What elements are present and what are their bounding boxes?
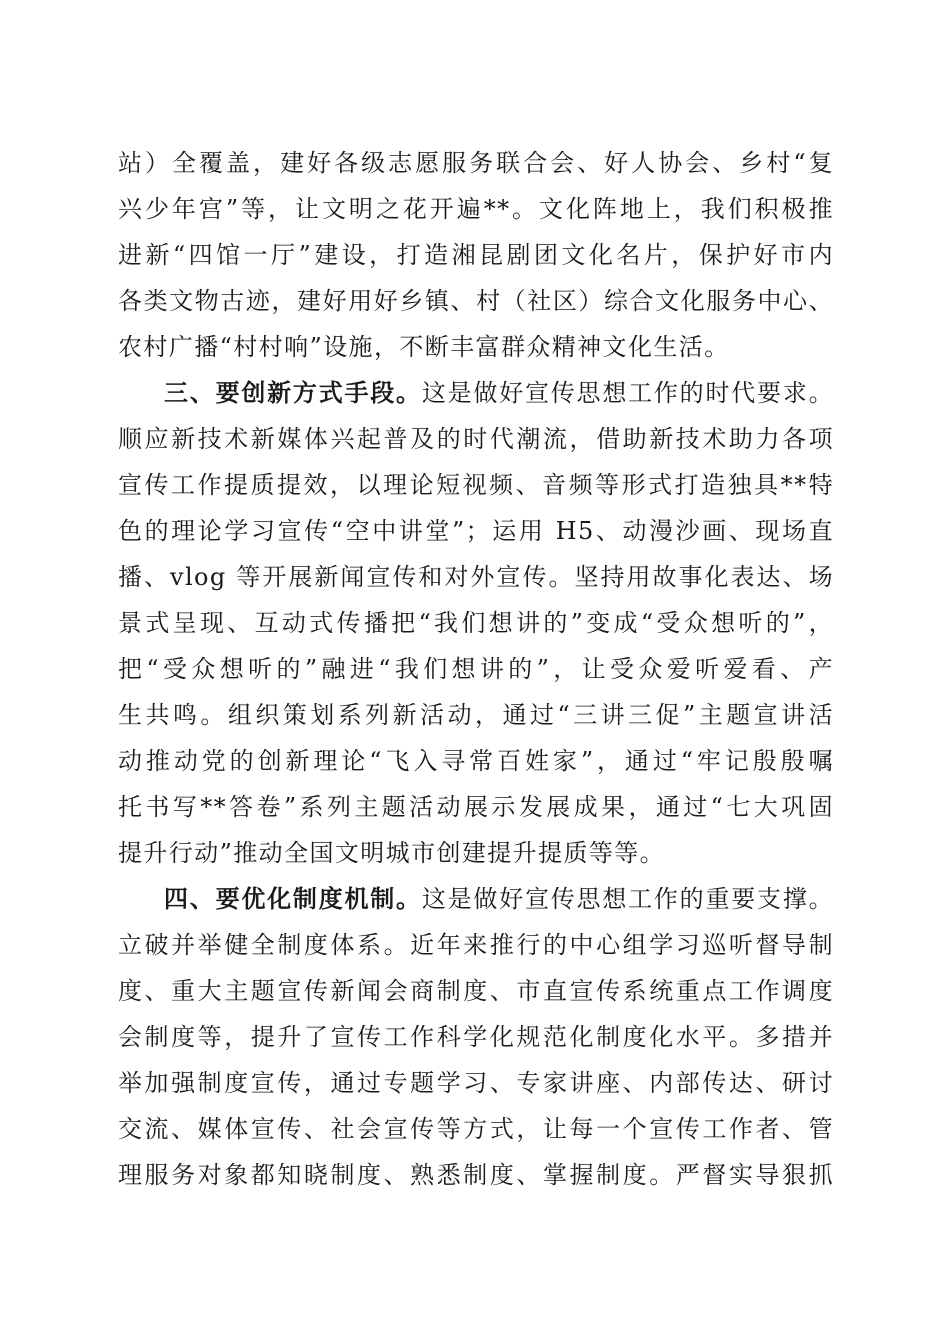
paragraph-2-line-11: 提升行动”推动全国文明城市创建提升提质等等。 (118, 839, 666, 867)
paragraph-1-line-1: 站）全覆盖，建好各级志愿服务联合会、好人协会、乡村“复 (118, 149, 834, 177)
paragraph-3-line-2: 立破并举健全制度体系。近年来推行的中心组学习巡听督导制 (118, 931, 834, 959)
paragraph-2-first-line-text: 这是做好宣传思想工作的时代要求。 (421, 379, 834, 407)
paragraph-2-line-4: 色的理论学习宣传“空中讲堂”；运用 H5、动漫沙画、现场直 (118, 517, 834, 545)
paragraph-2-line-3: 宣传工作提质提效，以理论短视频、音频等形式打造独具**特 (118, 471, 834, 499)
paragraph-2-line-5: 播、vlog 等开展新闻宣传和对外宣传。坚持用故事化表达、场 (118, 563, 834, 591)
paragraph-3-first-line-text: 这是做好宣传思想工作的重要支撑。 (421, 885, 834, 913)
paragraph-1-line-5: 农村广播“村村响”设施，不断丰富群众精神文化生活。 (118, 333, 730, 361)
paragraph-2-line-6: 景式呈现、互动式传播把“我们想讲的”变成“受众想听的”， (118, 609, 834, 637)
paragraph-3-first-line (118, 876, 834, 922)
paragraph-2-line-8: 生共鸣。组织策划系列新活动，通过“三讲三促”主题宣讲活 (118, 701, 834, 729)
paragraph-3-line-5: 举加强制度宣传，通过专题学习、专家讲座、内部传达、研讨 (118, 1069, 834, 1097)
paragraph-2-line-9: 动推动党的创新理论“飞入寻常百姓家”，通过“牢记殷殷嘱 (118, 747, 834, 775)
paragraph-2-line-10: 托书写**答卷”系列主题活动展示发展成果，通过“七大巩固 (118, 793, 834, 821)
paragraph-3-line-4: 会制度等，提升了宣传工作科学化规范化制度化水平。多措并 (118, 1023, 834, 1051)
paragraph-1-line-2: 兴少年宫”等，让文明之花开遍**。文化阵地上，我们积极推 (118, 195, 834, 223)
paragraph-3-line-3: 度、重大主题宣传新闻会商制度、市直宣传系统重点工作调度 (118, 977, 834, 1005)
section-heading-innovation: 三、要创新方式手段。 (164, 379, 422, 407)
paragraph-3-line-6: 交流、媒体宣传、社会宣传等方式，让每一个宣传工作者、管 (118, 1115, 834, 1143)
paragraph-3-line-7: 理服务对象都知晓制度、熟悉制度、掌握制度。严督实导狠抓 (118, 1161, 834, 1189)
section-heading-institution: 四、要优化制度机制。 (164, 885, 422, 913)
paragraph-2-line-7: 把“受众想听的”融进“我们想讲的”，让受众爱听爱看、产 (118, 655, 834, 683)
paragraph-1-line-3: 进新“四馆一厅”建设，打造湘昆剧团文化名片，保护好市内 (118, 241, 834, 269)
paragraph-1-line-4: 各类文物古迹，建好用好乡镇、村（社区）综合文化服务中心、 (118, 287, 834, 315)
document-body (118, 140, 834, 1198)
paragraph-2-first-line (118, 370, 834, 416)
paragraph-2-line-2: 顺应新技术新媒体兴起普及的时代潮流，借助新技术助力各项 (118, 425, 834, 453)
